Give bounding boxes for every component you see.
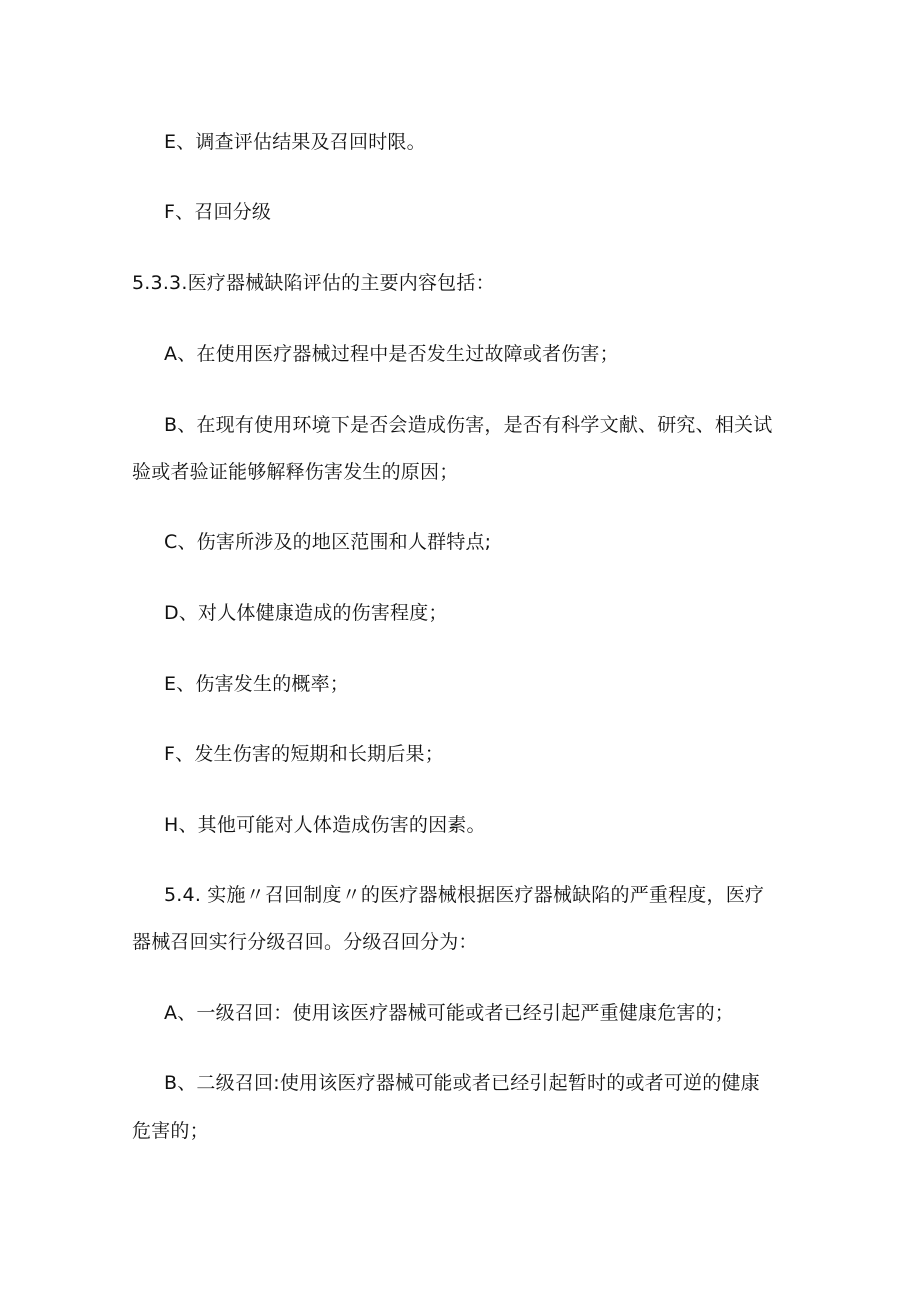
item-a-fault-or-harm: A、在使用医疗器械过程中是否发生过故障或者伤害；: [164, 343, 619, 365]
section-5-4-continuation: 器械召回实行分级召回。分级召回分为：: [132, 931, 478, 953]
item-b-level-two-continuation: 危害的；: [132, 1120, 209, 1142]
section-heading-5-3-3: 5.3.3.医疗器械缺陷评估的主要内容包括：: [132, 272, 495, 294]
item-c-region-population: C、伤害所涉及的地区范围和人群特点;: [164, 531, 492, 553]
item-e-harm-probability: E、伤害发生的概率；: [164, 673, 350, 695]
item-b-level-two-recall: B、二级召回:使用该医疗器械可能或者已经引起暂时的或者可逆的健康: [164, 1072, 760, 1094]
item-f-recall-grading: F、召回分级: [164, 201, 272, 223]
item-e-recall-timeline: E、调查评估结果及召回时限。: [164, 131, 426, 153]
item-h-other-factors: H、其他可能对人体造成伤害的因素。: [164, 814, 486, 836]
item-f-consequences: F、发生伤害的短期和长期后果；: [164, 743, 444, 765]
item-b-harm-environment: B、在现有使用环境下是否会造成伤害，是否有科学文献、研究、相关试: [164, 414, 773, 436]
item-a-level-one-recall: A、一级召回：使用该医疗器械可能或者已经引起严重健康危害的；: [164, 1002, 734, 1024]
section-5-4-paragraph: 5.4. 实施〃召回制度〃的医疗器械根据医疗器械缺陷的严重程度，医疗: [164, 884, 765, 906]
item-d-harm-degree: D、对人体健康造成的伤害程度；: [164, 602, 448, 624]
item-b-continuation: 验或者验证能够解释伤害发生的原因；: [132, 461, 459, 483]
